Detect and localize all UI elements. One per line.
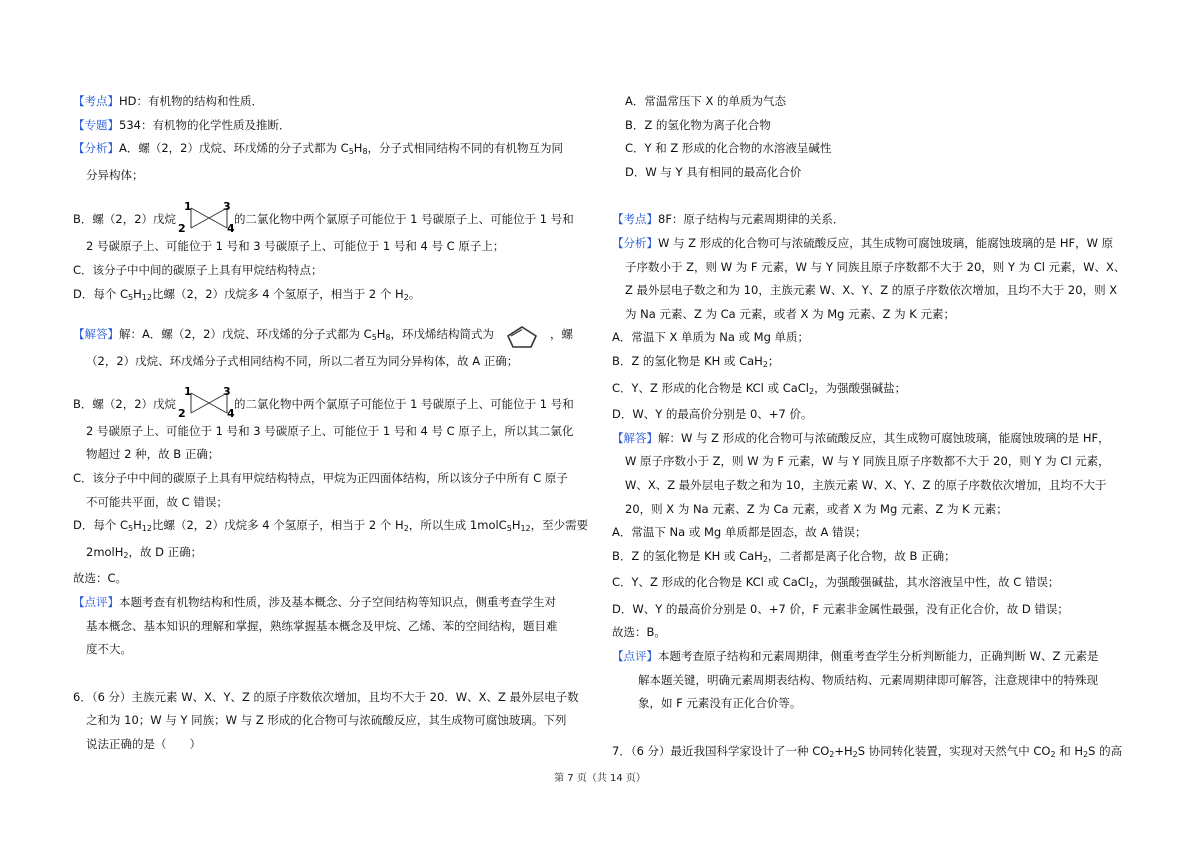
subscript: 2 bbox=[852, 749, 858, 759]
text: H bbox=[511, 518, 521, 533]
zhuanti-tag: 【专题】 bbox=[73, 117, 119, 132]
subscript: 2 bbox=[1083, 749, 1089, 759]
cyclopentene-structure-icon bbox=[498, 324, 546, 350]
jieda-line2: W 原子序数小于 Z，则 W 为 F 元素，W 与 Y 同族且原子序数都不大于 20，则 Y 为 Cl 元素， bbox=[625, 454, 1110, 469]
text: B．Z 的氢化物是 KH 或 CaH bbox=[612, 353, 763, 368]
fenxi-c-line: C．该分子中中间的碳原子上具有甲烷结构特点； bbox=[73, 262, 323, 277]
dianping-line3: 象，如 F 元素没有正化合价等。 bbox=[638, 696, 802, 711]
text: 比螺（2，2）戊烷多 4 个氢原子，相当于 2 个 H bbox=[151, 286, 404, 301]
zhuanti-text: 534：有机物的化学性质及推断． bbox=[119, 117, 291, 132]
text: 和 H bbox=[1055, 743, 1084, 758]
text: 。 bbox=[408, 286, 421, 301]
jieda-a-line2: （2，2）戊烷、环戊烯分子式相同结构不同，所以二者互为同分异构体，故 A 正确； bbox=[86, 354, 519, 369]
mol-label: 1 bbox=[184, 384, 192, 398]
text: ，为强酸强碱盐，其水溶液呈中性，故 C 错误； bbox=[814, 575, 1060, 590]
subscript: 2 bbox=[123, 550, 129, 560]
jieda-b-line1 bbox=[73, 386, 593, 420]
subscript: 2 bbox=[809, 581, 815, 591]
jieda-tag: 【解答】 bbox=[612, 430, 658, 445]
text: D．每个 C bbox=[73, 518, 129, 533]
question6-line3: 说法正确的是（ ） bbox=[86, 736, 201, 751]
question6-line1: 6．（6 分）主族元素 W、X、Y、Z 的原子序数依次增加，且均不大于 20．W、X、Z 最外层电子数 bbox=[73, 689, 579, 704]
kaodian-text: HD：有机物的结构和性质． bbox=[119, 94, 264, 108]
jieda-line3: W、X、Z 最外层电子数之和为 10，主族元素 W、X、Y、Z 的原子序数依次增加，且均不大于 bbox=[625, 477, 1107, 492]
text: 解：A．螺（2，2）戊烷、环戊烯的分子式都为 C bbox=[119, 327, 372, 342]
mol-label: 1 bbox=[184, 200, 192, 214]
dianping-line3: 度不大。 bbox=[86, 642, 132, 657]
answer-line: 故选：B。 bbox=[612, 625, 666, 640]
jieda-c-line1: C．该分子中中间的碳原子上具有甲烷结构特点，甲烷为正四面体结构，所以该分子中所有 C 原子 bbox=[73, 470, 568, 485]
dianping-line2: 解本题关键，明确元素周期表结构、物质结构、元素周期律即可解答，注意规律中的特殊现 bbox=[638, 672, 1098, 687]
text: 本题考查原子结构和元素周期律，侧重考查学生分析判断能力，正确判断 W、Z 元素是 bbox=[658, 649, 1099, 664]
jieda-d-line2 bbox=[73, 541, 593, 568]
dianping-line1 bbox=[73, 591, 593, 615]
mol-label: 3 bbox=[223, 200, 231, 214]
jieda-a-line1 bbox=[73, 323, 593, 350]
mol-label: 4 bbox=[227, 222, 235, 236]
subscript: 5 bbox=[348, 147, 354, 157]
text: H bbox=[133, 286, 142, 301]
question7-line1 bbox=[612, 740, 1132, 767]
text: +H bbox=[834, 743, 853, 758]
text: 2molH bbox=[86, 544, 124, 559]
answer-line: 故选：C。 bbox=[73, 571, 128, 586]
mol-label: 4 bbox=[227, 406, 235, 420]
subscript: 8 bbox=[385, 333, 391, 343]
text: 8F：原子结构与元素周期律的关系． bbox=[658, 212, 845, 227]
jieda-line1 bbox=[612, 427, 1132, 451]
text: ，所以生成 1molC bbox=[408, 518, 507, 533]
text: ，螺 bbox=[550, 327, 574, 342]
subscript: 8 bbox=[362, 147, 368, 157]
mol-label: 2 bbox=[178, 406, 186, 420]
fenxi-line3: Z 最外层电子数之和为 10，主族元素 W、X、Y、Z 的原子序数依次增加，且均不大于 20，则 X bbox=[625, 283, 1118, 298]
fenxi-tag: 【分析】 bbox=[612, 235, 658, 250]
text: ，分子式相同结构不同的有机物互为同 bbox=[367, 141, 564, 156]
fenxi-tag: 【分析】 bbox=[73, 141, 119, 156]
question6-line2: 之和为 10；W 与 Y 同族；W 与 Z 形成的化合物可与浓硫酸反应，其生成物可腐蚀玻璃。下列 bbox=[86, 713, 567, 728]
text: 比螺（2，2）戊烷多 4 个氢原子，相当于 2 个 H bbox=[151, 518, 404, 533]
subscript: 12 bbox=[141, 524, 152, 534]
page-footer: 第 7 页（共 14 页） bbox=[554, 773, 646, 784]
jieda-a: A．常温下 Na 或 Mg 单质都是固态，故 A 错误； bbox=[612, 525, 867, 540]
mol-label: 2 bbox=[178, 222, 186, 236]
jieda-c bbox=[612, 571, 1132, 598]
subscript: 12 bbox=[141, 292, 152, 302]
dianping-line1 bbox=[612, 645, 1132, 669]
fenxi-a-line2: 分异构体； bbox=[86, 167, 144, 182]
text: S 的高 bbox=[1088, 743, 1123, 758]
fenxi-c bbox=[612, 377, 1132, 404]
text: 的二氯化物中两个氯原子可能位于 1 号碳原子上、可能位于 1 号和 bbox=[234, 396, 574, 411]
text: ，为强酸强碱盐； bbox=[814, 380, 907, 395]
text: H bbox=[353, 141, 363, 156]
subscript: 5 bbox=[128, 524, 134, 534]
text: B．螺（2，2）戊烷 bbox=[73, 396, 177, 411]
dianping-tag: 【点评】 bbox=[73, 594, 119, 609]
kaodian-line bbox=[612, 208, 1132, 232]
fenxi-b-line1 bbox=[73, 201, 593, 235]
fenxi-d-line bbox=[73, 283, 593, 310]
jieda-d: D．W、Y 的最高价分别是 0、+7 价，F 元素非金属性最强，没有正化合价，故 D 错误； bbox=[612, 601, 1069, 616]
text: W 与 Z 形成的化合物可与浓硫酸反应，其生成物可腐蚀玻璃，能腐蚀玻璃的是 HF，W 原 bbox=[658, 235, 1114, 250]
text: ； bbox=[767, 353, 780, 368]
option-d: D．W 与 Y 具有相同的最高化合价 bbox=[625, 164, 802, 179]
subscript: 2 bbox=[829, 749, 835, 759]
subscript: 2 bbox=[403, 524, 409, 534]
text: C．Y、Z 形成的化合物是 KCl 或 CaCl bbox=[612, 575, 809, 590]
fenxi-b bbox=[612, 350, 1132, 377]
jieda-tag: 【解答】 bbox=[73, 327, 119, 342]
fenxi-line2: 子序数小于 Z，则 W 为 F 元素，W 与 Y 同族且原子序数都不大于 20，则 Y 为 Cl 元素，W、X、 bbox=[625, 259, 1126, 274]
fenxi-line4: 为 Na 元素、Z 为 Ca 元素，或者 X 为 Mg 元素、Z 为 K 元素； bbox=[625, 306, 955, 321]
jieda-c-line2: 不可能共平面，故 C 错误； bbox=[86, 494, 228, 509]
jieda-b-line3: 物超过 2 种，故 B 正确； bbox=[86, 447, 220, 462]
text: ，故 D 正确； bbox=[128, 544, 203, 559]
subscript: 5 bbox=[128, 292, 134, 302]
subscript: 12 bbox=[520, 524, 531, 534]
subscript: 5 bbox=[506, 524, 512, 534]
left-column bbox=[73, 90, 593, 756]
text: A．螺（2，2）戊烷、环戊烯的分子式都为 C bbox=[119, 141, 349, 156]
text: D．每个 C bbox=[73, 286, 129, 301]
text: C．Y、Z 形成的化合物是 KCl 或 CaCl bbox=[612, 380, 809, 395]
fenxi-a-line1 bbox=[73, 137, 593, 164]
jieda-b bbox=[612, 545, 1132, 572]
option-b: B．Z 的氢化物为离子化合物 bbox=[625, 117, 771, 132]
dianping-tag: 【点评】 bbox=[612, 649, 658, 664]
jieda-line4: 20，则 X 为 Na 元素、Z 为 Ca 元素，或者 X 为 Mg 元素、Z 为 K 元素； bbox=[625, 501, 1008, 516]
text: S 协同转化装置，实现对天然气中 CO bbox=[857, 743, 1051, 758]
right-column bbox=[612, 90, 1132, 766]
text: H bbox=[376, 327, 386, 342]
subscript: 2 bbox=[403, 292, 409, 302]
fenxi-a: A．常温下 X 单质为 Na 或 Mg 单质； bbox=[612, 330, 810, 345]
kaodian-tag: 【考点】 bbox=[612, 212, 658, 227]
mol-label: 3 bbox=[223, 384, 231, 398]
fenxi-line1 bbox=[612, 232, 1132, 256]
option-a: A．常温常压下 X 的单质为气态 bbox=[625, 94, 787, 108]
text: ，二者都是离子化合物，故 B 正确； bbox=[767, 548, 956, 563]
text: B．螺（2，2）戊烷 bbox=[73, 212, 177, 227]
zhuanti-line bbox=[73, 114, 593, 138]
subscript: 5 bbox=[371, 333, 377, 343]
subscript: 2 bbox=[809, 386, 815, 396]
spiropentane-structure-icon bbox=[177, 201, 233, 235]
text: 解：W 与 Z 形成的化合物可与浓硫酸反应，其生成物可腐蚀玻璃，能腐蚀玻璃的是 HF， bbox=[658, 430, 1110, 445]
text: H bbox=[133, 518, 142, 533]
text: 的二氯化物中两个氯原子可能位于 1 号碳原子上、可能位于 1 号和 bbox=[234, 212, 574, 227]
text: ，环戊烯结构简式为 bbox=[390, 327, 495, 342]
kaodian-line bbox=[73, 90, 593, 114]
fenxi-b-line2: 2 号碳原子上、可能位于 1 号和 3 号碳原子上、可能位于 1 号和 4 号 C 原子上； bbox=[86, 239, 505, 254]
subscript: 2 bbox=[1050, 749, 1056, 759]
jieda-d-line1 bbox=[73, 514, 593, 541]
fenxi-d: D．W、Y 的最高价分别是 0、+7 价。 bbox=[612, 407, 813, 422]
subscript: 2 bbox=[762, 359, 768, 369]
subscript: 2 bbox=[762, 554, 768, 564]
spiropentane-structure-icon bbox=[177, 386, 233, 420]
jieda-b-line2: 2 号碳原子上、可能位于 1 号和 3 号碳原子上、可能位于 1 号和 4 号 C 原子上，所以其二氯化 bbox=[86, 423, 574, 438]
kaodian-tag: 【考点】 bbox=[73, 94, 119, 108]
option-c: C．Y 和 Z 形成的化合物的水溶液呈碱性 bbox=[625, 141, 832, 156]
text: ，至少需要 bbox=[530, 518, 589, 533]
text: B．Z 的氢化物是 KH 或 CaH bbox=[612, 548, 763, 563]
dianping-line2: 基本概念、基本知识的理解和掌握，熟练掌握基本概念及甲烷、乙烯、苯的空间结构，题目难 bbox=[86, 618, 558, 633]
text: 7．（6 分）最近我国科学家设计了一种 CO bbox=[612, 743, 830, 758]
text: 本题考查有机物结构和性质，涉及基本概念、分子空间结构等知识点，侧重考查学生对 bbox=[119, 594, 556, 609]
